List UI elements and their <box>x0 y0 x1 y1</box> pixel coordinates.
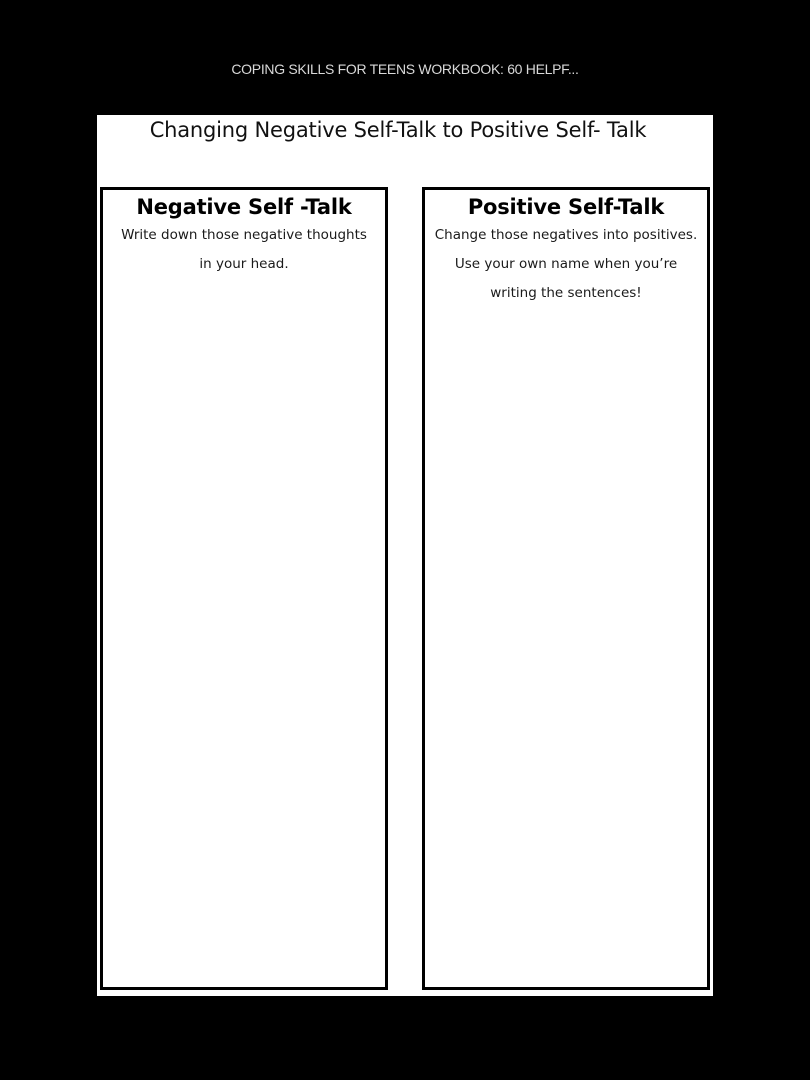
positive-self-talk-box <box>422 187 710 990</box>
book-title: COPING SKILLS FOR TEENS WORKBOOK: 60 HELPF... <box>231 61 579 77</box>
worksheet-page <box>97 115 713 996</box>
negative-self-talk-box <box>100 187 388 990</box>
instruction-line: Use your own name when you’re <box>454 256 678 272</box>
instruction-line: in your head. <box>199 256 289 272</box>
instruction-line: Write down those negative thoughts <box>121 227 367 243</box>
instruction-line: Change those negatives into positives. <box>434 227 698 243</box>
negative-instructions <box>103 221 385 279</box>
worksheet-title: Changing Negative Self-Talk to Positive Self- Talk <box>149 118 647 142</box>
positive-column-heading: Positive Self-Talk <box>467 195 665 219</box>
negative-column-heading: Negative Self -Talk <box>136 195 352 219</box>
instruction-line: writing the sentences! <box>490 285 642 301</box>
positive-instructions <box>425 221 707 308</box>
